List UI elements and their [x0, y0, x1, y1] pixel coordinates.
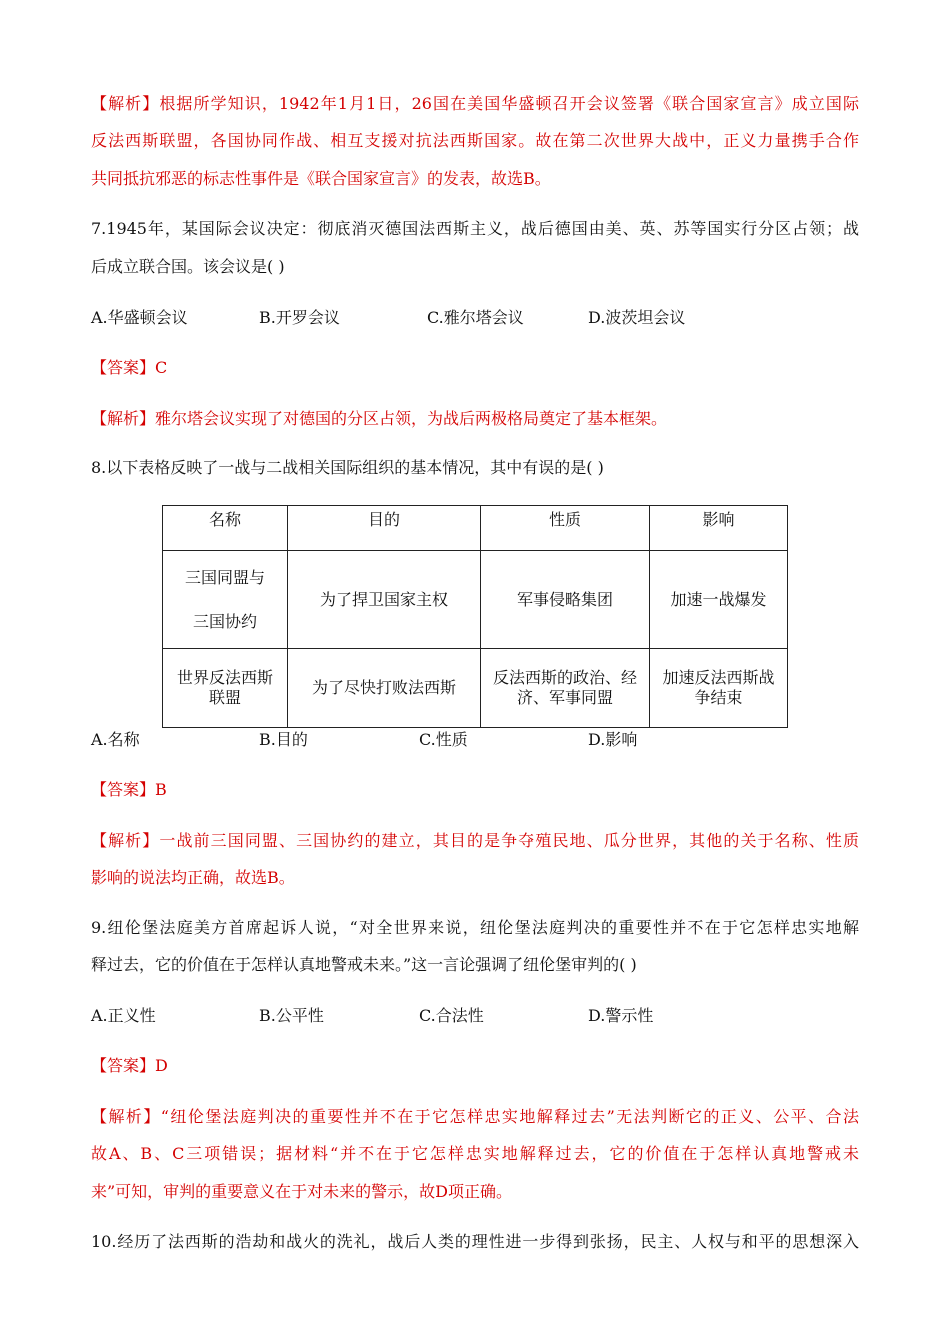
- row2-nature: 反法西斯的政治、经 济、军事同盟: [481, 649, 650, 728]
- q9-option-d: D.警示性: [588, 1006, 654, 1025]
- header-impact: 影响: [650, 506, 788, 551]
- row1-impact: 加速一战爆发: [650, 551, 788, 649]
- analysis-label: 【解析】: [91, 1107, 161, 1126]
- q10-stem-line-1: 10.经历了法西斯的浩劫和战火的洗礼，战后人类的理性进一步得到张扬，民主、人权与和平的思想深入: [91, 1232, 859, 1251]
- q9-stem-line-2: 释过去，它的价值在于怎样认真地警戒未来。”这一言论强调了纽伦堡审判的( ): [91, 955, 637, 974]
- q7-answer: [91, 358, 167, 378]
- q7-option-d: D.波茨坦会议: [588, 308, 686, 327]
- q8-table: [162, 505, 788, 728]
- q8-option-d: D.影响: [588, 730, 638, 749]
- analysis-label: 【解析】: [91, 409, 156, 428]
- q9-option-b: B.公平性: [259, 1006, 324, 1025]
- q8-analysis-line-1: 【解析】一战前三国同盟、三国协约的建立，其目的是争夺殖民地、瓜分世界，其他的关于名称、性质: [91, 831, 859, 850]
- answer-value: B: [155, 780, 167, 799]
- analysis-label: 【解析】: [91, 831, 160, 850]
- q8-option-b: B.目的: [259, 730, 308, 749]
- table-row: [163, 551, 788, 649]
- q7-option-a: A.华盛顿会议: [91, 308, 188, 327]
- answer-label: 【答案】: [91, 358, 156, 377]
- row1-nature: 军事侵略集团: [481, 551, 650, 649]
- answer-value: D: [155, 1056, 168, 1075]
- q8-analysis-line-2: 影响的说法均正确，故选B。: [91, 868, 295, 887]
- q8-stem: 8.以下表格反映了一战与二战相关国际组织的基本情况，其中有误的是( ): [91, 458, 604, 477]
- q8-answer: [91, 780, 167, 800]
- q6-analysis-line-3: 共同抵抗邪恶的标志性事件是《联合国家宣言》的发表，故选B。: [91, 169, 551, 188]
- answer-label: 【答案】: [91, 1056, 156, 1075]
- q8-option-c: C.性质: [419, 730, 468, 749]
- row2-purpose: 为了尽快打败法西斯: [288, 649, 481, 728]
- q9-analysis-line-1: 【解析】“纽伦堡法庭判决的重要性并不在于它怎样忠实地解释过去”无法判断它的正义、公平、合法: [91, 1107, 859, 1126]
- q7-analysis: 【解析】雅尔塔会议实现了对德国的分区占领，为战后两极格局奠定了基本框架。: [91, 409, 668, 428]
- q9-analysis-line-2: 故A、B、C三项错误；据材料“并不在于它怎样忠实地解释过去，它的价值在于怎样认真地警戒未: [91, 1144, 859, 1163]
- q9-stem-line-1: 9.纽伦堡法庭美方首席起诉人说，“对全世界来说，纽伦堡法庭判决的重要性并不在于它怎样忠实地解: [91, 918, 859, 937]
- header-purpose: 目的: [288, 506, 481, 551]
- table-header-row: [163, 506, 788, 551]
- row2-impact: 加速反法西斯战 争结束: [650, 649, 788, 728]
- q6-analysis-line-2: 反法西斯联盟，各国协同作战、相互支援对抗法西斯国家。故在第二次世界大战中，正义力量携手合作: [91, 131, 859, 150]
- q9-option-a: A.正义性: [91, 1006, 156, 1025]
- q8-option-a: A.名称: [91, 730, 140, 749]
- q7-stem-line-1: 7.1945年，某国际会议决定：彻底消灭德国法西斯主义，战后德国由美、英、苏等国实行分区占领；战: [91, 219, 859, 238]
- q7-option-c: C.雅尔塔会议: [427, 308, 524, 327]
- header-name: 名称: [163, 506, 288, 551]
- row2-name: 世界反法西斯 联盟: [163, 649, 288, 728]
- header-nature: 性质: [481, 506, 650, 551]
- q6-analysis-line-1: 【解析】根据所学知识，1942年1月1日，26国在美国华盛顿召开会议签署《联合国家宣言》成立国际: [91, 94, 859, 113]
- analysis-label: 【解析】: [91, 94, 160, 113]
- q9-analysis-line-3: 来”可知，审判的重要意义在于对未来的警示，故D项正确。: [91, 1182, 513, 1201]
- row1-name: 三国同盟与 三国协约: [163, 551, 288, 649]
- answer-value: C: [155, 358, 168, 377]
- row1-purpose: 为了捍卫国家主权: [288, 551, 481, 649]
- answer-label: 【答案】: [91, 780, 156, 799]
- q7-option-b: B.开罗会议: [259, 308, 340, 327]
- q9-option-c: C.合法性: [419, 1006, 484, 1025]
- table-row: [163, 649, 788, 728]
- q7-stem-line-2: 后成立联合国。该会议是( ): [91, 257, 285, 276]
- q9-answer: [91, 1056, 168, 1076]
